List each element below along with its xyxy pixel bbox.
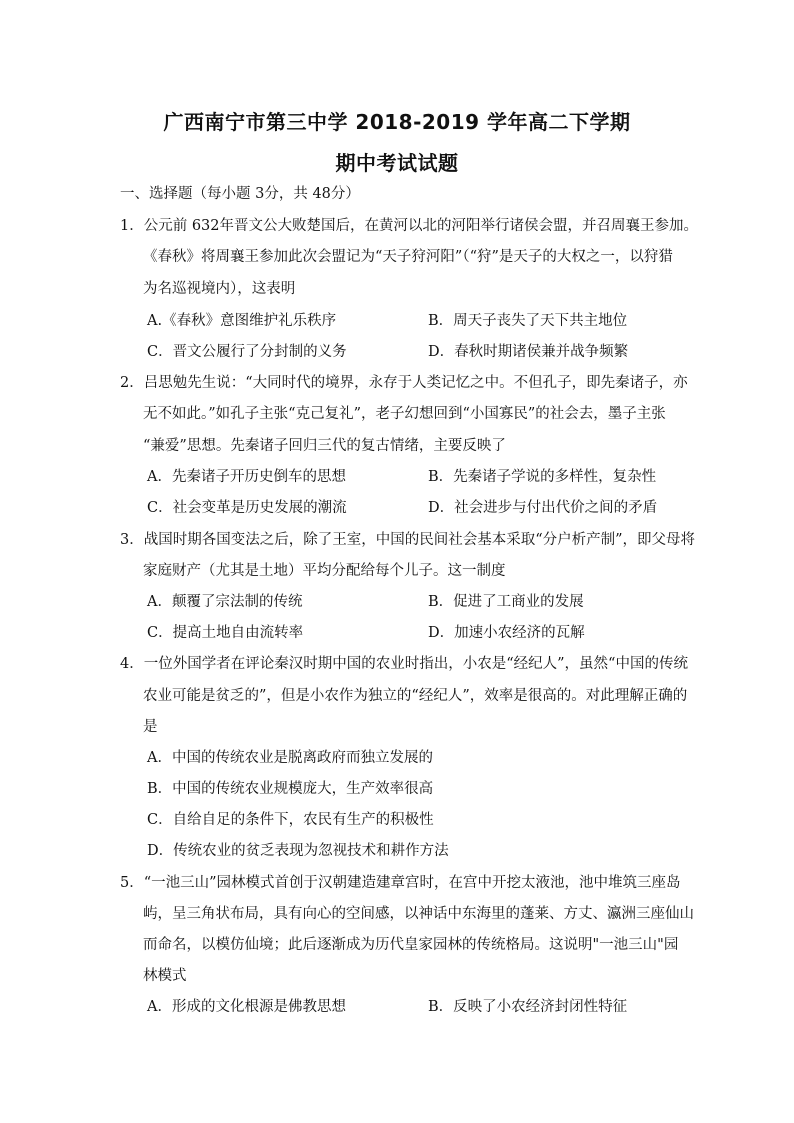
question-5-line-4: 林模式 <box>143 968 187 984</box>
question-3-option-c[interactable]: C．提高土地自由流转率 <box>147 625 304 641</box>
question-2-line-1: 2．吕思勉先生说：“大同时代的境界，永存于人类记忆之中。不但孔子，即先秦诸子，亦 <box>120 375 688 391</box>
question-4-line-1: 4．一位外国学者在评论秦汉时期中国的农业时指出，小农是“经纪人”，虽然“中国的传统 <box>120 656 688 672</box>
question-4-line-2: 农业可能是贫乏的”，但是小农作为独立的“经纪人”，效率是很高的。对此理解正确的 <box>143 688 688 704</box>
question-1-option-d[interactable]: D．春秋时期诸侯兼并战争频繁 <box>428 344 629 360</box>
question-1-line-3: 为名巡视境内），这表明 <box>143 281 296 297</box>
question-2-option-a[interactable]: A．先秦诸子开历史倒车的思想 <box>147 469 346 485</box>
exam-title: 广西南宁市第三中学 2018-2019 学年高二下学期 <box>163 110 631 134</box>
question-4-option-b[interactable]: B．中国的传统农业规模庞大，生产效率很高 <box>147 781 434 797</box>
question-5-line-3: 而命名，以模仿仙境；此后逐渐成为历代皇家园林的传统格局。这说明"一池三山"园 <box>143 937 679 953</box>
question-5-option-a[interactable]: A．形成的文化根源是佛教思想 <box>147 999 346 1015</box>
question-4-option-a[interactable]: A．中国的传统农业是脱离政府而独立发展的 <box>147 750 433 766</box>
question-3-option-a[interactable]: A．颠覆了宗法制的传统 <box>147 594 303 610</box>
question-1-line-2: 《春秋》将周襄王参加此次会盟记为“天子狩河阳”（“狩”是天子的大权之一，以狩猎 <box>143 249 673 265</box>
question-1-line-1: 1．公元前 632年晋文公大败楚国后，在黄河以北的河阳举行诸侯会盟，并召周襄王参加。 <box>120 218 699 234</box>
question-3-option-d[interactable]: D．加速小农经济的瓦解 <box>428 625 585 641</box>
exam-subtitle: 期中考试试题 <box>335 151 459 175</box>
question-2-option-b[interactable]: B．先秦诸子学说的多样性，复杂性 <box>428 469 657 485</box>
question-4-option-c[interactable]: C．自给自足的条件下，农民有生产的积极性 <box>147 812 434 828</box>
question-1-option-b[interactable]: B．周天子丧失了天下共主地位 <box>428 313 628 329</box>
question-3-option-b[interactable]: B．促进了工商业的发展 <box>428 594 584 610</box>
question-3-line-2: 家庭财产（尤其是土地）平均分配给每个儿子。这一制度 <box>143 563 506 579</box>
question-1-option-c[interactable]: C．晋文公履行了分封制的义务 <box>147 344 347 360</box>
question-5-option-b[interactable]: B．反映了小农经济封闭性特征 <box>428 999 628 1015</box>
question-5-line-1: 5．“一池三山”园林模式首创于汉朝建造建章宫时，在宫中开挖太液池，池中堆筑三座岛 <box>120 875 681 891</box>
section-heading: 一、选择题（每小题 3分，共 48分） <box>120 186 360 202</box>
question-5-line-2: 屿，呈三角状布局，具有向心的空间感，以神话中东海里的蓬莱、方丈、瀛洲三座仙山 <box>143 906 694 922</box>
question-4-option-d[interactable]: D．传统农业的贫乏表现为忽视技术和耕作方法 <box>147 843 449 859</box>
question-2-line-2: 无不如此。”如孔子主张“克己复礼”，老子幻想回到“小国寡民”的社会去，墨子主张 <box>143 406 666 422</box>
question-2-option-c[interactable]: C．社会变革是历史发展的潮流 <box>147 500 347 516</box>
question-2-option-d[interactable]: D．社会进步与付出代价之间的矛盾 <box>428 500 658 516</box>
question-3-line-1: 3．战国时期各国变法之后，除了王室，中国的民间社会基本采取“分户析产制”，即父母将 <box>120 532 696 548</box>
question-1-option-a[interactable]: A.《春秋》意图维护礼乐秩序 <box>147 313 337 329</box>
question-2-line-3: “兼爱”思想。先秦诸子回归三代的复古情绪，主要反映了 <box>143 438 506 454</box>
question-4-line-3: 是 <box>143 719 158 735</box>
